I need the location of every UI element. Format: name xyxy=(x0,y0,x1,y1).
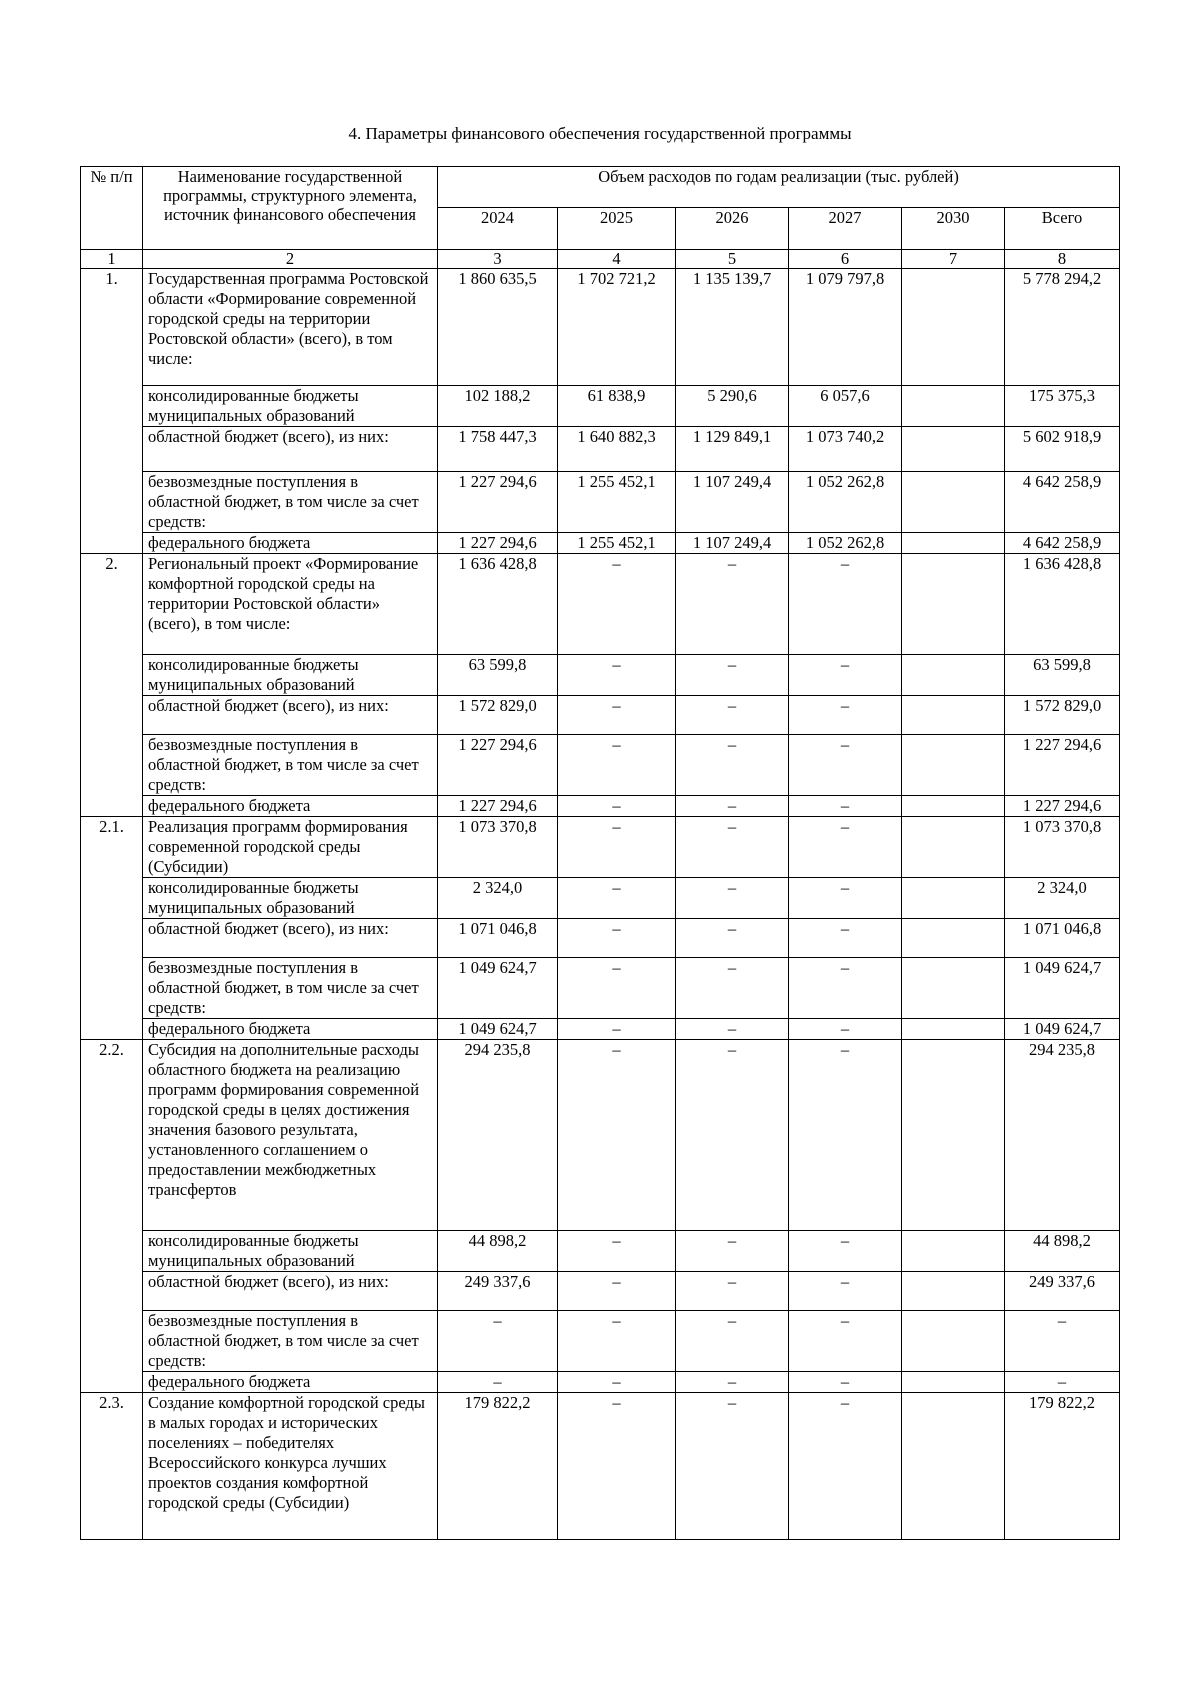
year-value xyxy=(902,554,1005,655)
year-value xyxy=(902,269,1005,386)
table-row xyxy=(81,1372,1120,1393)
header-year-2030: 2030 xyxy=(902,208,1005,250)
table-row xyxy=(81,554,1120,655)
total-value: 63 599,8 xyxy=(1005,655,1120,696)
year-value: – xyxy=(789,1019,902,1040)
table-row xyxy=(81,655,1120,696)
row-name: консолидированные бюджеты муниципальных образований xyxy=(143,878,438,919)
total-value: 175 375,3 xyxy=(1005,386,1120,427)
year-value: – xyxy=(789,1311,902,1372)
year-value: – xyxy=(558,655,676,696)
year-value: – xyxy=(438,1372,558,1393)
year-value xyxy=(902,1372,1005,1393)
header-year-2027: 2027 xyxy=(789,208,902,250)
year-value xyxy=(902,655,1005,696)
row-name: безвозмездные поступления в областной бюджет, в том числе за счет средств: xyxy=(143,958,438,1019)
row-name: Субсидия на дополнительные расходы областного бюджета на реализацию программ формирования современной городской среды в целях достижения значения базового результата, установленного соглашением о предоставлении межбюджетных трансфертов xyxy=(143,1040,438,1231)
year-value: – xyxy=(558,1231,676,1272)
table-row xyxy=(81,1040,1120,1231)
total-value: 1 049 624,7 xyxy=(1005,958,1120,1019)
year-value: – xyxy=(676,1311,789,1372)
year-value xyxy=(902,533,1005,554)
row-name: безвозмездные поступления в областной бюджет, в том числе за счет средств: xyxy=(143,472,438,533)
index-cell: 6 xyxy=(789,250,902,269)
row-name: безвозмездные поступления в областной бюджет, в том числе за счет средств: xyxy=(143,735,438,796)
year-value: – xyxy=(676,655,789,696)
total-value: 5 778 294,2 xyxy=(1005,269,1120,386)
year-value xyxy=(902,1272,1005,1311)
year-value: – xyxy=(438,1311,558,1372)
row-name: областной бюджет (всего), из них: xyxy=(143,696,438,735)
year-value: – xyxy=(676,958,789,1019)
year-value: 1 227 294,6 xyxy=(438,735,558,796)
row-name: консолидированные бюджеты муниципальных образований xyxy=(143,1231,438,1272)
row-name: федерального бюджета xyxy=(143,1372,438,1393)
year-value: – xyxy=(789,1040,902,1231)
year-value: – xyxy=(558,958,676,1019)
header-year-2025: 2025 xyxy=(558,208,676,250)
year-value: – xyxy=(558,1372,676,1393)
header-year-2026: 2026 xyxy=(676,208,789,250)
year-value: – xyxy=(558,1040,676,1231)
index-cell: 4 xyxy=(558,250,676,269)
year-value: – xyxy=(789,1393,902,1540)
year-value xyxy=(902,1393,1005,1540)
year-value xyxy=(902,472,1005,533)
total-value: 1 049 624,7 xyxy=(1005,1019,1120,1040)
year-value: 1 071 046,8 xyxy=(438,919,558,958)
year-value: 1 227 294,6 xyxy=(438,796,558,817)
page-title: 4. Параметры финансового обеспечения государственной программы xyxy=(348,124,852,143)
year-value: – xyxy=(676,554,789,655)
table-row xyxy=(81,878,1120,919)
table-row xyxy=(81,817,1120,878)
index-cell: 2 xyxy=(143,250,438,269)
year-value: 1 073 740,2 xyxy=(789,427,902,472)
year-value: 1 052 262,8 xyxy=(789,472,902,533)
table-row xyxy=(81,427,1120,472)
year-value: 1 135 139,7 xyxy=(676,269,789,386)
year-value: – xyxy=(558,919,676,958)
year-value: 1 107 249,4 xyxy=(676,533,789,554)
year-value xyxy=(902,958,1005,1019)
row-name: консолидированные бюджеты муниципальных образований xyxy=(143,655,438,696)
year-value: – xyxy=(676,817,789,878)
year-value: – xyxy=(789,735,902,796)
year-value: 1 079 797,8 xyxy=(789,269,902,386)
row-name: федерального бюджета xyxy=(143,1019,438,1040)
year-value: 1 073 370,8 xyxy=(438,817,558,878)
year-value: – xyxy=(789,1272,902,1311)
row-name: областной бюджет (всего), из них: xyxy=(143,919,438,958)
year-value xyxy=(902,817,1005,878)
header-row xyxy=(81,167,1120,208)
total-value: 249 337,6 xyxy=(1005,1272,1120,1311)
row-name: безвозмездные поступления в областной бюджет, в том числе за счет средств: xyxy=(143,1311,438,1372)
index-row xyxy=(81,250,1120,269)
total-value: 44 898,2 xyxy=(1005,1231,1120,1272)
year-value: – xyxy=(676,735,789,796)
table-row xyxy=(81,1393,1120,1540)
year-value: 1 702 721,2 xyxy=(558,269,676,386)
total-value: 4 642 258,9 xyxy=(1005,472,1120,533)
year-value xyxy=(902,1231,1005,1272)
table-row xyxy=(81,472,1120,533)
year-value: – xyxy=(676,1393,789,1540)
year-value: 1 227 294,6 xyxy=(438,533,558,554)
year-value: – xyxy=(558,696,676,735)
header-total: Всего xyxy=(1005,208,1120,250)
year-value xyxy=(902,1019,1005,1040)
year-value: – xyxy=(789,1231,902,1272)
table-row xyxy=(81,1311,1120,1372)
header-num: № п/п xyxy=(81,167,143,250)
total-value: – xyxy=(1005,1372,1120,1393)
year-value: 1 255 452,1 xyxy=(558,472,676,533)
year-value: – xyxy=(676,696,789,735)
year-value: 61 838,9 xyxy=(558,386,676,427)
total-value: 1 227 294,6 xyxy=(1005,796,1120,817)
year-value: 1 052 262,8 xyxy=(789,533,902,554)
year-value: – xyxy=(789,878,902,919)
year-value: – xyxy=(789,554,902,655)
year-value: 1 860 635,5 xyxy=(438,269,558,386)
total-value: 4 642 258,9 xyxy=(1005,533,1120,554)
year-value: – xyxy=(558,1272,676,1311)
year-value: – xyxy=(558,1019,676,1040)
row-name: Государственная программа Ростовской области «Формирование современной городской среды на территории Ростовской области» (всего), в том числе: xyxy=(143,269,438,386)
header-volume: Объем расходов по годам реализации (тыс. рублей) xyxy=(438,167,1120,208)
year-value: 1 255 452,1 xyxy=(558,533,676,554)
year-value: – xyxy=(558,1393,676,1540)
row-name: консолидированные бюджеты муниципальных образований xyxy=(143,386,438,427)
row-name: федерального бюджета xyxy=(143,533,438,554)
year-value: 5 290,6 xyxy=(676,386,789,427)
year-value: – xyxy=(676,1019,789,1040)
year-value xyxy=(902,878,1005,919)
row-name: федерального бюджета xyxy=(143,796,438,817)
year-value: 6 057,6 xyxy=(789,386,902,427)
header-year-2024: 2024 xyxy=(438,208,558,250)
table-row xyxy=(81,1272,1120,1311)
index-cell: 5 xyxy=(676,250,789,269)
total-value: – xyxy=(1005,1311,1120,1372)
row-name: Региональный проект «Формирование комфортной городской среды на территории Ростовской области» (всего), в том числе: xyxy=(143,554,438,655)
year-value: – xyxy=(789,696,902,735)
year-value: 1 227 294,6 xyxy=(438,472,558,533)
year-value: – xyxy=(558,554,676,655)
year-value: 179 822,2 xyxy=(438,1393,558,1540)
year-value: – xyxy=(789,817,902,878)
index-cell: 3 xyxy=(438,250,558,269)
year-value: 102 188,2 xyxy=(438,386,558,427)
year-value: – xyxy=(789,655,902,696)
year-value xyxy=(902,796,1005,817)
table-row xyxy=(81,386,1120,427)
year-value: 1 129 849,1 xyxy=(676,427,789,472)
year-value xyxy=(902,1040,1005,1231)
total-value: 294 235,8 xyxy=(1005,1040,1120,1231)
total-value: 1 071 046,8 xyxy=(1005,919,1120,958)
index-cell: 8 xyxy=(1005,250,1120,269)
year-value xyxy=(902,735,1005,796)
row-name: областной бюджет (всего), из них: xyxy=(143,427,438,472)
row-number: 1. xyxy=(81,269,143,554)
year-value: – xyxy=(676,1040,789,1231)
total-value: 5 602 918,9 xyxy=(1005,427,1120,472)
year-value: – xyxy=(676,1231,789,1272)
year-value: – xyxy=(676,919,789,958)
year-value: 1 049 624,7 xyxy=(438,958,558,1019)
row-number: 2. xyxy=(81,554,143,817)
total-value: 1 227 294,6 xyxy=(1005,735,1120,796)
year-value: 249 337,6 xyxy=(438,1272,558,1311)
year-value: – xyxy=(676,878,789,919)
header-name: Наименование государственной программы, структурного элемента, источник финансового обеспечения xyxy=(143,167,438,250)
year-value xyxy=(902,696,1005,735)
row-name: Реализация программ формирования современной городской среды (Субсидии) xyxy=(143,817,438,878)
row-name: Создание комфортной городской среды в малых городах и исторических поселениях – победителях Всероссийского конкурса лучших проектов создания комфортной городской среды (Субсидии) xyxy=(143,1393,438,1540)
table-row xyxy=(81,1231,1120,1272)
row-name: областной бюджет (всего), из них: xyxy=(143,1272,438,1311)
year-value xyxy=(902,919,1005,958)
year-value xyxy=(902,427,1005,472)
year-value: 2 324,0 xyxy=(438,878,558,919)
year-value: – xyxy=(558,735,676,796)
year-value: – xyxy=(789,796,902,817)
year-value: – xyxy=(676,796,789,817)
table-row xyxy=(81,796,1120,817)
year-value xyxy=(902,386,1005,427)
table-row xyxy=(81,735,1120,796)
row-number: 2.3. xyxy=(81,1393,143,1540)
table-row xyxy=(81,919,1120,958)
total-value: 2 324,0 xyxy=(1005,878,1120,919)
year-value: – xyxy=(676,1372,789,1393)
year-value: 294 235,8 xyxy=(438,1040,558,1231)
total-value: 1 073 370,8 xyxy=(1005,817,1120,878)
year-value: 1 636 428,8 xyxy=(438,554,558,655)
table-row xyxy=(81,533,1120,554)
year-value: 1 640 882,3 xyxy=(558,427,676,472)
year-value: – xyxy=(558,1311,676,1372)
total-value: 179 822,2 xyxy=(1005,1393,1120,1540)
table-row xyxy=(81,958,1120,1019)
year-value: 1 758 447,3 xyxy=(438,427,558,472)
year-value: 44 898,2 xyxy=(438,1231,558,1272)
index-cell: 1 xyxy=(81,250,143,269)
index-cell: 7 xyxy=(902,250,1005,269)
year-value: – xyxy=(789,958,902,1019)
year-value: – xyxy=(789,1372,902,1393)
row-number: 2.1. xyxy=(81,817,143,1040)
year-value xyxy=(902,1311,1005,1372)
row-number: 2.2. xyxy=(81,1040,143,1393)
year-value: – xyxy=(558,817,676,878)
year-value: 1 572 829,0 xyxy=(438,696,558,735)
total-value: 1 636 428,8 xyxy=(1005,554,1120,655)
table-row xyxy=(81,696,1120,735)
year-value: – xyxy=(558,796,676,817)
year-value: 1 049 624,7 xyxy=(438,1019,558,1040)
year-value: – xyxy=(676,1272,789,1311)
total-value: 1 572 829,0 xyxy=(1005,696,1120,735)
year-value: – xyxy=(789,919,902,958)
table-body xyxy=(81,167,1120,1540)
year-value: 1 107 249,4 xyxy=(676,472,789,533)
table-row xyxy=(81,269,1120,386)
year-value: 63 599,8 xyxy=(438,655,558,696)
financing-table xyxy=(80,166,1120,1540)
year-value: – xyxy=(558,878,676,919)
table-row xyxy=(81,1019,1120,1040)
